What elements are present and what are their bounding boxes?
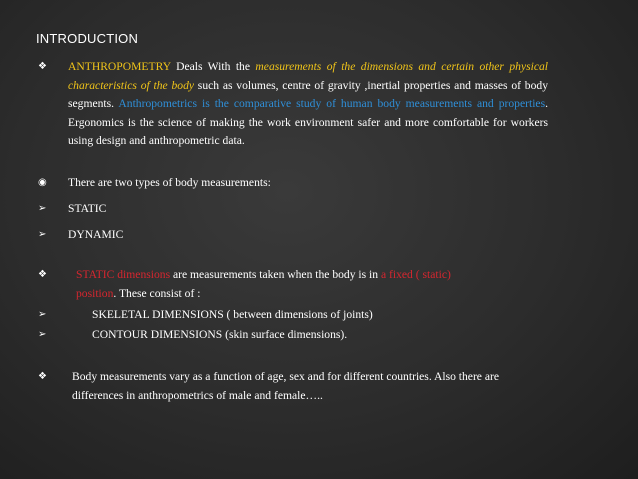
static-dimensions-term: STATIC dimensions: [76, 268, 171, 281]
static-dimensions-text: are measurements taken when the body is in: [170, 268, 381, 281]
anthropometry-text-1: Deals With the: [170, 60, 256, 73]
anthropometry-paragraph: [68, 58, 548, 151]
diamond-bullet-icon: ❖: [38, 371, 47, 382]
type-static: STATIC: [68, 202, 107, 215]
diamond-bullet-icon: ❖: [38, 61, 47, 72]
anthropometry-term: ANTHROPOMETRY: [68, 60, 171, 73]
contour-dimensions: CONTOUR DIMENSIONS (skin surface dimensions).: [92, 328, 348, 341]
type-dynamic: DYNAMIC: [68, 228, 124, 241]
body-measurements-paragraph: Body measurements vary as a function of age, sex and for different countries. Also there are differences in anthropometrics of male and female…..: [72, 370, 499, 402]
static-dimensions-line-1: [76, 266, 451, 284]
arrow-bullet-icon: ➢: [38, 229, 47, 240]
arrow-bullet-icon: ➢: [38, 203, 47, 214]
anthropometrics-definition: Anthropometrics is the comparative study of human body measurements and properties: [118, 97, 546, 111]
types-intro: There are two types of body measurements:: [68, 176, 271, 189]
anthropometry-text-2: such as volumes, centre of gravity ,inertial properties and masses of body segments.: [68, 78, 548, 111]
skeletal-dimensions: SKELETAL DIMENSIONS ( between dimensions of joints): [92, 308, 373, 321]
consist-of-text: . These consist of :: [113, 287, 201, 300]
arrow-bullet-icon: ➢: [38, 329, 47, 340]
arrow-bullet-icon: ➢: [38, 309, 47, 320]
position-term: position: [76, 287, 114, 300]
ergonomics-text: . Ergonomics is the science of making the work environment safer and more comfortable for workers using design and anthropometric data.: [68, 97, 548, 148]
slide-title: INTRODUCTION: [36, 31, 139, 46]
diamond-bullet-icon: ❖: [38, 269, 47, 280]
fixed-static-term: a fixed ( static): [380, 268, 451, 281]
static-dimensions-line-2: [76, 285, 200, 303]
anthropometry-definition: measurements of the dimensions and certain other physical characteristics of the body: [68, 60, 548, 92]
circle-bullet-icon: ◉: [38, 177, 47, 188]
